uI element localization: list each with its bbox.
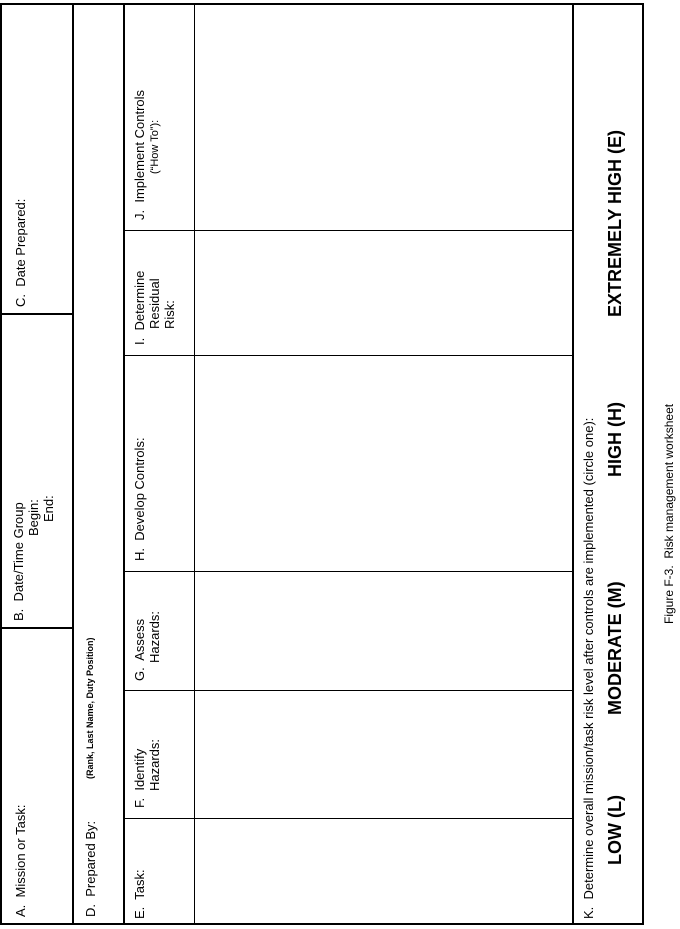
col-header-assess-1: G. Assess bbox=[132, 618, 147, 681]
col-header-identify-2: Hazards: bbox=[147, 738, 162, 791]
prepared-by-hint: (Rank, Last Name, Duty Position) bbox=[85, 637, 95, 779]
implement-controls-entry-cell[interactable] bbox=[196, 6, 571, 229]
overall-risk-prompt: K. Determine overall mission/task risk level after controls are implemented (circle one): bbox=[581, 417, 596, 919]
col-divider-ef bbox=[123, 818, 572, 819]
frame-right bbox=[0, 3, 643, 5]
mission-field[interactable] bbox=[2, 631, 71, 923]
col-header-implement-1: J. Implement Controls bbox=[132, 89, 147, 220]
risk-level-moderate[interactable]: MODERATE (M) bbox=[605, 581, 625, 715]
header-divider-ab bbox=[0, 627, 72, 629]
col-header-residual-2: Residual bbox=[147, 278, 162, 329]
risk-level-extremely-high[interactable]: EXTREMELY HIGH (E) bbox=[605, 129, 625, 317]
date-prepared-field[interactable] bbox=[2, 6, 71, 313]
figure-caption: Figure F-3. Risk management worksheet bbox=[662, 403, 676, 624]
prepared-by-field[interactable] bbox=[74, 6, 122, 923]
date-prepared-label: C. Date Prepared: bbox=[13, 198, 28, 307]
frame-bottom bbox=[642, 3, 644, 925]
frame-left bbox=[0, 923, 643, 925]
col-header-identify-1: F. Identify bbox=[132, 748, 147, 808]
dtg-label: B. Date/Time Group bbox=[11, 502, 26, 621]
identify-hazards-entry-cell[interactable] bbox=[196, 692, 571, 817]
row-sep-table bbox=[572, 3, 574, 925]
col-header-implement-2: (“How To”): bbox=[149, 119, 161, 174]
col-header-task: E. Task: bbox=[132, 869, 147, 919]
col-header-residual-1: I. Determine bbox=[132, 270, 147, 345]
col-header-develop: H. Develop Controls: bbox=[132, 437, 147, 561]
dtg-end-label: End: bbox=[41, 495, 56, 522]
col-divider-hi bbox=[123, 355, 572, 356]
dtg-begin-label: Begin: bbox=[26, 499, 41, 536]
risk-level-high[interactable]: HIGH (H) bbox=[605, 402, 625, 477]
mission-label: A. Mission or Task: bbox=[13, 804, 28, 917]
residual-risk-entry-cell[interactable] bbox=[196, 232, 571, 354]
column-header-bottom bbox=[194, 3, 195, 925]
develop-controls-entry-cell[interactable] bbox=[196, 357, 571, 570]
dtg-field[interactable] bbox=[2, 317, 71, 627]
col-divider-ij bbox=[123, 230, 572, 231]
prepared-by-label: D. Prepared By: bbox=[83, 820, 98, 917]
task-entry-cell[interactable] bbox=[196, 820, 571, 923]
col-divider-fg bbox=[123, 690, 572, 691]
col-divider-gh bbox=[123, 571, 572, 572]
col-header-residual-3: Risk: bbox=[162, 300, 177, 329]
risk-level-low[interactable]: LOW (L) bbox=[605, 795, 625, 865]
assess-hazards-entry-cell[interactable] bbox=[196, 573, 571, 689]
col-header-assess-2: Hazards: bbox=[147, 610, 162, 663]
header-divider-bc bbox=[0, 313, 72, 315]
row-sep-prepared bbox=[123, 3, 125, 925]
